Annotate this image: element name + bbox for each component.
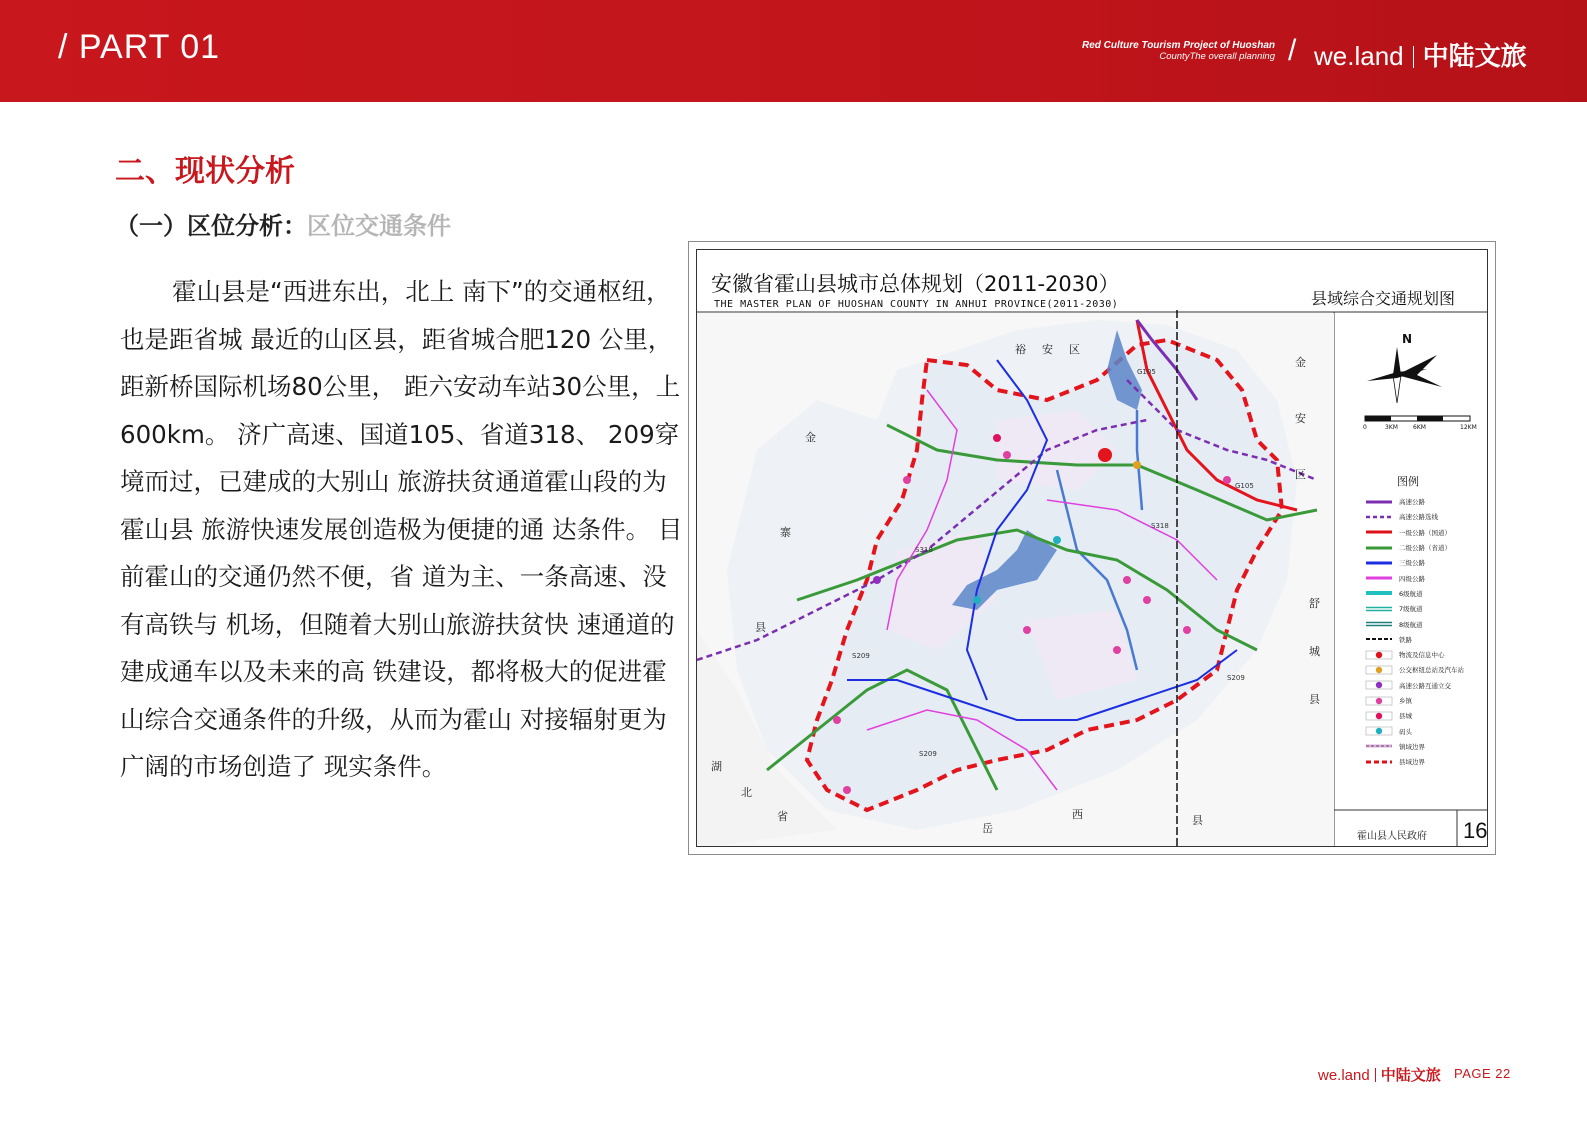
footer-brand-cn: 中陆文旅 [1380,1067,1441,1084]
legend-label: 8级航道 [1399,620,1423,629]
jin-an-2: 区 [1295,468,1306,481]
legend-swatch [1365,634,1393,644]
scale-label-2: 6KM [1413,424,1426,431]
jinzhai-1: 寨 [780,526,791,539]
hubei-1: 北 [741,786,752,799]
legend-label: 四级公路 [1399,574,1425,583]
legend-item [1365,693,1485,708]
legend-swatch [1365,573,1393,583]
shucheng-1: 城 [1309,645,1320,658]
map-title-en: THE MASTER PLAN OF HUOSHAN COUNTY IN ANHUI PROVINCE(2011-2030) [714,299,1119,310]
scale-labels [1363,424,1478,434]
neighbor-hubei [711,758,791,838]
legend-swatch [1365,741,1393,751]
jin-an-0: 金 [1295,356,1306,369]
shucheng-0: 舒 [1309,597,1320,610]
subtitle-prefix: （一）区位分析： [115,212,307,240]
legend-item [1365,494,1485,509]
legend-item [1365,723,1485,738]
legend-swatch [1365,558,1393,568]
legend-label: 高速公路选线 [1399,513,1438,522]
legend-label: 高速公路 [1399,498,1425,507]
legend-label: 高速公路互通立交 [1399,681,1451,690]
brand-logo-en: we.land [1314,41,1404,71]
yuan-an-0: 裕 [1015,343,1042,356]
legend-item [1365,662,1485,677]
road-label-g105-east: G105 [1235,482,1254,490]
road-label-s209-east: S209 [1227,674,1245,682]
yuan-an-1: 安 [1042,343,1069,356]
hubei-2: 省 [777,810,788,823]
subtitle-highlight: 区位交通条件 [307,212,451,240]
header-divider-slash: / [1288,34,1297,67]
legend-swatch [1365,757,1393,767]
legend-label: 7级航道 [1399,605,1423,614]
road-label-s318: S318 [1151,522,1169,530]
transport-map [696,249,1488,847]
project-caption-line2: CountyThe overall planning [1159,51,1275,62]
legend-swatch [1365,650,1393,660]
yuan-an-2: 区 [1069,343,1096,356]
legend-swatch [1365,680,1393,690]
legend-swatch [1365,543,1393,553]
road-label-g105-north: G105 [1137,368,1156,376]
yuexi-1: 西 [1072,808,1083,821]
legend-item [1365,570,1485,585]
legend-label: 三级公路 [1399,559,1425,568]
jin-an-1: 安 [1295,412,1306,425]
road-label-s209-south: S209 [919,750,937,758]
map-subtitle: 县域综合交通规划图 [1311,289,1456,308]
road-label-s318-west: S318 [915,546,933,554]
shucheng-2: 县 [1309,693,1320,706]
transport-map-figure [688,241,1496,855]
legend-item [1365,586,1485,601]
legend-swatch [1365,512,1393,522]
scale-bar [1365,416,1470,421]
yuexi-0: 岳 [982,822,993,835]
map-title: 安徽省霍山县城市总体规划（2011-2030） [711,272,1120,296]
legend-label: 6级航道 [1399,589,1423,598]
legend-swatch [1365,665,1393,675]
map-publisher: 霍山县人民政府 [1357,831,1427,842]
legend-swatch [1365,696,1393,706]
road-label-s209-west: S209 [852,652,870,660]
legend-label: 公交枢纽总站及汽车站 [1399,666,1464,675]
legend-swatch [1365,711,1393,721]
legend-item [1365,555,1485,570]
neighbor-jin-an [1295,335,1309,503]
footer-brand [1318,1064,1441,1085]
north-label: N [1402,332,1413,346]
legend-item [1365,616,1485,631]
legend-label: 一级公路（国道） [1399,528,1451,537]
map-sheet-number: 16 [1463,818,1488,843]
brand-logo-cn: 中陆文旅 [1422,41,1527,71]
jinzhai-0: 金 [805,431,816,444]
legend-swatch [1365,497,1393,507]
legend-item [1365,509,1485,524]
section-title: 二、现状分析 [115,154,295,189]
legend-label: 二级公路（省道） [1399,544,1451,553]
legend-swatch [1365,588,1393,598]
legend-swatch [1365,604,1393,614]
legend-label: 铁路 [1399,635,1412,644]
legend-label: 县城 [1399,712,1412,721]
jinzhai-2: 县 [755,621,766,634]
legend-swatch [1365,726,1393,736]
legend-item [1365,601,1485,616]
footer-brand-divider [1375,1068,1376,1082]
legend-item [1365,739,1485,754]
scale-label-1: 3KM [1385,424,1398,431]
header-banner [0,0,1587,102]
legend-label: 物流及信息中心 [1399,651,1445,660]
scale-label-3: 12KM [1460,424,1477,431]
neighbor-jinzhai [755,390,819,675]
neighbor-yuexi [982,810,1212,840]
legend-item [1365,647,1485,662]
neighbor-shucheng [1309,580,1323,724]
legend-label: 县域边界 [1399,758,1425,767]
legend-item [1365,540,1485,555]
legend-item [1365,525,1485,540]
legend-swatch [1365,619,1393,629]
scale-label-0: 0 [1363,424,1367,431]
map-legend [1365,494,1485,769]
project-caption-line1: Red Culture Tourism Project of Huoshan [1082,40,1275,51]
legend-label: 镇域边界 [1399,742,1425,751]
footer-brand-en: we.land [1318,1067,1370,1084]
hubei-0: 湖 [711,760,722,773]
legend-item [1365,632,1485,647]
legend-title: 图例 [1397,475,1419,488]
legend-item [1365,708,1485,723]
part-label: / PART 01 [58,28,221,66]
brand-logo [1314,36,1527,73]
north-arrow [1367,347,1442,403]
neighbor-yuan-an [1015,341,1096,357]
body-paragraph: 霍山县是“西进东出，北上 南下”的交通枢纽，也是距省城 最近的山区县，距省城合肥120 公里，距新桥国际机场80公里， 距六安动车站30公里，上600km。 济广高速、国道105、省道318、 209穿境而过，已建成的大别山 旅游扶贫通道霍山段的为霍山县 旅游快速发展创造极为便捷的通 达条件。 目前霍山的交通仍然不便，省 道为主、一条高速、没有高铁与 机场，但随着大别山旅游扶贫快 速通道的建成通车以及未来的高 铁建设，都将极大的促进霍山综合交通条件的升级，从而为霍山 对接辐射更为广阔的市场创造了 现实条件。 [120,277,683,781]
legend-label: 乡镇 [1399,697,1412,705]
page-number: PAGE 22 [1454,1066,1511,1081]
brand-logo-divider [1413,46,1414,68]
section-subtitle [115,206,451,241]
legend-label: 码头 [1399,727,1412,736]
project-caption [1082,40,1275,62]
yuexi-2: 县 [1192,814,1203,827]
legend-item [1365,678,1485,693]
legend-item [1365,754,1485,769]
legend-swatch [1365,527,1393,537]
